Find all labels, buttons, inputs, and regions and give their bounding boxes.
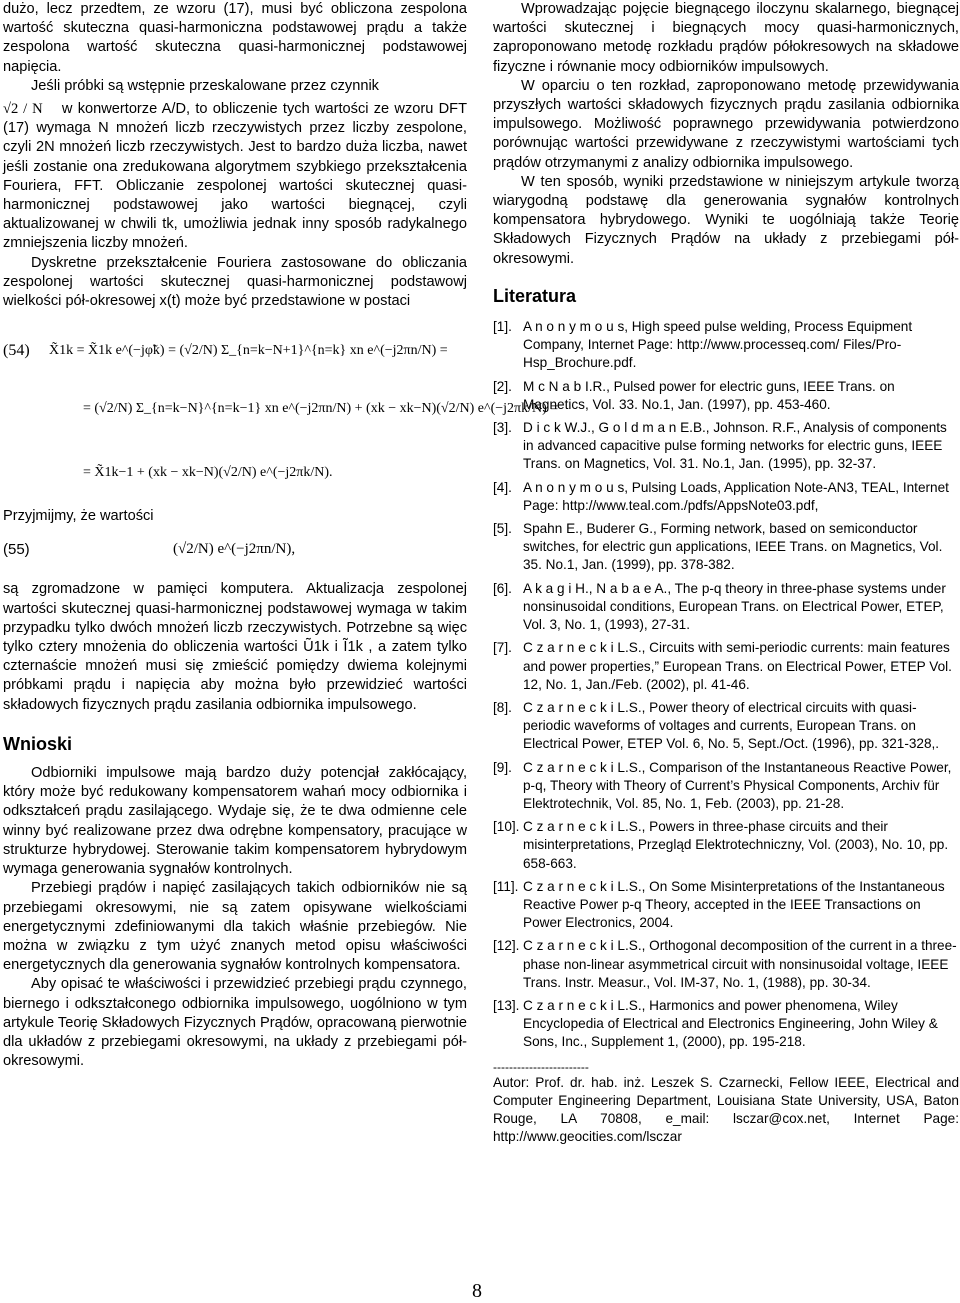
reference-item xyxy=(493,937,959,992)
section-heading: Wnioski xyxy=(3,733,73,754)
reference-item xyxy=(493,639,959,694)
reference-number: [9]. xyxy=(493,759,512,775)
reference-number: [6]. xyxy=(493,580,512,596)
reference-number: [3]. xyxy=(493,420,512,436)
paragraph: dużo, lecz przedtem, ze wzoru (17), musi być obliczona zespolona wartość skuteczna quasi-harmoniczna podstawowej prądu a także zespolona wartość skuteczna quasi-harmonicznej podstawowej napięcia. xyxy=(3,1,467,75)
paragraph: Przebiegi prądów i napięć zasilających takich odbiorników nie są przebiegami okresowymi, nie są zatem opisywane wielkościami energetycznymi zdefiniowanymi dla takich właśnie przebiegów. Nie można w związku z tym użyć znanych metod opisu właściwości energetycznych dla generowania sygnałów kontrolnych kompensatora. xyxy=(3,880,467,974)
equation-line: = X̃1k−1 + (xk − xk−N)(√2/N) e^(−j2πk/N). xyxy=(83,465,333,481)
reference-number: [5]. xyxy=(493,521,512,537)
reference-item xyxy=(493,318,959,373)
author-note: Autor: Prof. dr. hab. inż. Leszek S. Czarnecki, Fellow IEEE, Electrical and Computer Engineering Department, Louisiana State University, USA, Baton Rouge, LA 70808, e_mail: lsczar@cox.net, Internet Page: http://www.geocities.com/lsczar xyxy=(493,1074,959,1145)
equation-label: (54) xyxy=(3,342,30,360)
reference-text: D i c k W.J., G o l d m a n E.B., Johnson. R.F., Analysis of components in advanced capacitive pulse forming networks for electric guns, IEEE Trans. on Magnetics, Vol. 31. No.1, Jan. (1995), pp. 32-37. xyxy=(523,420,947,472)
reference-item xyxy=(493,580,959,635)
reference-text: C z a r n e c k i L.S., Orthogonal decomposition of the current in a three-phase non-linear asymmetrical circuit with nonsinusoidal voltage, IEEE Trans. Instr. Measur., Vol. IM-37, No. 1, (1988), pp. 30-34. xyxy=(523,938,957,990)
reference-text: C z a r n e c k i L.S., Circuits with semi-periodic currents: main features and power properties,” European Trans. on Electrical Power, ETEP Vol. 12, No. 1, Jan./Feb. (2002), pl. 41-46. xyxy=(523,640,952,692)
equation-55 xyxy=(3,526,467,572)
reference-text: A n o n y m o u s, High speed pulse welding, Process Equipment Company, Internet Page: http://www.processeq.com/ Files/Pro-Hsp_Brochure.pdf. xyxy=(523,319,913,371)
reference-item xyxy=(493,997,959,1052)
reference-text: C z a r n e c k i L.S., Harmonics and power phenomena, Wiley Encyclopedia of Electrical and Electronics Engineering, John Wiley & Sons, Inc., Supplement 1, (2000), pp. 195-218. xyxy=(523,997,938,1050)
reference-number: [7]. xyxy=(493,640,512,656)
reference-item xyxy=(493,699,959,754)
paragraph: Aby opisać te właściwości i przewidzieć przebiegi prądu czynnego, biernego i odkształconego odbiornika impulsowego, uogólniono w tym artykule Teorię Składowych Fizycznych Prądów, opracowaną pierwotnie dla układów z przebiegami okresowymi, na układy z przebiegami pół-okresowymi. xyxy=(3,976,467,1070)
reference-item xyxy=(493,479,959,515)
paragraph xyxy=(3,77,467,96)
right-column xyxy=(493,0,959,1146)
reference-text: C z a r n e c k i L.S., Power theory of electrical circuits with quasi-periodic waveforms of voltages and currents, European Trans. on Electrical Power, ETEP Vol. 6, No. 5, Sept./Oct. (1996), pp. 321-328,. xyxy=(523,699,940,752)
separator: ------------------------ xyxy=(493,1059,589,1074)
paragraph: Dyskretne przekształcenie Fouriera zastosowane do obliczania zespolonej wartości skutecznej quasi-harmonicznej podstawowj wielkości pół-okresowej x(t) może być przedstawione w postaci xyxy=(3,254,467,310)
equation-54 xyxy=(3,317,559,507)
equation-line: X̃1k = X̃1k e^(−jφ̃k) = (√2/N) Σ_{n=k−N+1}^{n=k} xn e^(−j2πn/N) = xyxy=(49,343,448,359)
reference-text: A k a g i H., N a b a e A., The p-q theory in three-phase systems under nonsinusoidal conditions, European Trans. on Electrical Power, ETEP, Vol. 3, No. 1, (1993), 27-31. xyxy=(523,580,946,633)
paragraph: Wprowadzając pojęcie biegnącego iloczynu skalarnego, biegnącej wartości skutecznej i biegnących mocy quasi-harmonicznych, zaproponowano metodę rozkładu prądów półokresowych na składowe fizyczne i równanie mocy odbiorników impulsowych. xyxy=(493,1,959,75)
equation-line: (√2/N) e^(−j2πn/N), xyxy=(173,541,296,558)
scale-factor: √2 / N xyxy=(3,101,43,118)
text-run: w konwertorze A/D, to obliczenie tych wartości ze wzoru DFT (17) wymaga N mnożeń liczb rzeczywistych przez liczby zespolone, czyli 2N mnożeń liczb rzeczywistych. Jest to bardzo duża liczba, nawet jeśli zostanie ona zredukowana algorytmem szybkiego przekształcenia Fouriera, FFT. Obliczanie zespolonej wartości skutecznej quasi-harmonicznej podstawowej jako wartości biegnącej, czyli aktualizowanej w chwili tk, umożliwia jednak inny sposób radykalnego zmniejszenia liczby mnożeń. xyxy=(3,101,467,252)
section-heading: Literatura xyxy=(493,285,577,306)
text-run: Jeśli próbki są wstępnie przeskalowane przez czynnik xyxy=(31,77,379,94)
reference-number: [2]. xyxy=(493,378,512,394)
reference-text: C z a r n e c k i L.S., Powers in three-phase circuits and their misinterpretations, Przegląd Elektrotechniczny, Vol. (2003), No. 10, pp. 658-663. xyxy=(523,819,949,871)
equation-line: = (√2/N) Σ_{n=k−N}^{n=k−1} xn e^(−j2πn/N) + (xk − xk−N)(√2/N) e^(−j2πk/N) = xyxy=(83,401,559,417)
paragraph xyxy=(3,100,467,254)
paragraph: są zgromadzone w pamięci komputera. Aktualizacja zespolonej wartości skutecznej quasi-harmonicznej podstawowej wymaga w takim przypadku tylko dwóch mnożeń liczb rzeczywistych. Potrzebne są więc tylko cztery mnożenia do obliczenia wartości Ũ1k i Ĩ1k , a zatem tylko czternaście mnożeń musi się zmieścić pomiędzy dwiema kolejnymi próbkami prądu i napięcia aby można było przewidzieć wartości składowych fizycznych prądu zasilania odbiornika impulsowego. xyxy=(3,581,467,713)
reference-item xyxy=(493,878,959,933)
paragraph: W ten sposób, wyniki przedstawione w niniejszym artykule tworzą wiarygodną podstawę dla generowania sygnałów kontrolnych kompensatora hybrydowego. Wyniki te uogólniają także Teorię Składowych Fizycznych Prądów na układy z przebiegami pół-okresowymi. xyxy=(493,173,959,267)
paragraph: Przyjmijmy, że wartości xyxy=(3,508,154,525)
reference-number: [13]. xyxy=(493,997,520,1013)
page-number: 8 xyxy=(472,1280,482,1302)
reference-number: [1]. xyxy=(493,319,512,335)
reference-text: C z a r n e c k i L.S., Comparison of the Instantaneous Reactive Power, p-q, Theory with Theory of Current’s Physical Components, Archiv für Elektrotechnik, Vol. 85, No. 1, Feb. (2003), pp. 21-28. xyxy=(523,759,952,811)
reference-text: A n o n y m o u s, Pulsing Loads, Application Note-AN3, TEAL, Internet Page: http://www.teal.com./pdfs/AppsNote03.pdf, xyxy=(523,479,949,513)
paragraph: Odbiorniki impulsowe mają bardzo duży potencjał zakłócający, który może być redukowany kompensatorem wahań mocy odbiornika i odkształceń prądu zasilającego. Wydaje się, że te dwa odmienne cele winny być realizowane przez dwa odrębne kompensatory, pracujące w strukturze hybrydowej. Sterowanie takim kompensatorem hybrydowym wymaga generowania sygnałów kontrolnych. xyxy=(3,765,467,878)
reference-number: [11]. xyxy=(493,878,519,894)
reference-text: Spahn E., Buderer G., Forming network, based on semiconductor switches, for electric gun applications, IEEE Trans. on Magnetics, Vol. 35. No.1, Jan. (1999), pp. 378-382. xyxy=(523,521,943,573)
reference-list xyxy=(493,318,959,1052)
reference-number: [4]. xyxy=(493,479,512,495)
paragraph: W oparciu o ten rozkład, zaproponowano metodę przewidywania przyszłych wartości składowych fizycznych prądu zasilania odbiornika impulsowego. Możliwość poprawnego przewidywania potwierdzono porównując wartości przewidywane z rzeczywistymi wartościami tych prądów otrzymanymi z analizy odbiornika impulsowego. xyxy=(493,77,959,171)
reference-text: C z a r n e c k i L.S., On Some Misinterpretations of the Instantaneous Reactive Power p-q Theory, accepted in the IEEE Transactions on Power Electronics, 2004. xyxy=(523,878,945,931)
reference-item xyxy=(493,520,959,575)
equation-label: (55) xyxy=(3,541,30,559)
reference-number: [12]. xyxy=(493,938,520,954)
reference-text: M c N a b I.R., Pulsed power for electric guns, IEEE Trans. on Magnetics, Vol. 33. No.1, Jan. (1997), pp. 453-460. xyxy=(523,378,895,412)
reference-number: [10]. xyxy=(493,819,520,835)
reference-item xyxy=(493,419,959,474)
reference-item xyxy=(493,818,959,873)
reference-number: [8]. xyxy=(493,699,512,715)
reference-item xyxy=(493,759,959,814)
reference-item xyxy=(493,378,959,414)
